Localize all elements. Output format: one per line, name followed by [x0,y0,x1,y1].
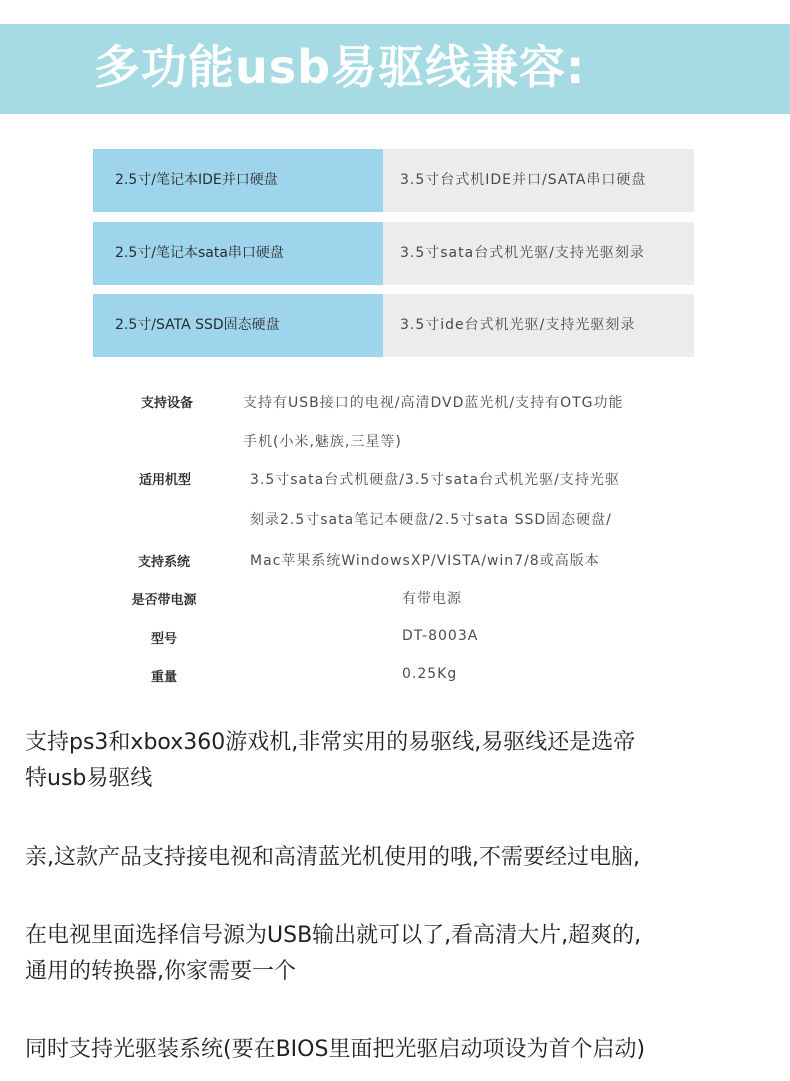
compat-cell-laptop [93,222,383,285]
compat-cell-laptop [93,294,383,357]
spec-label-model: 型号 [150,632,177,647]
compat-cell-laptop [93,149,383,212]
spec-label-weight: 重量 [150,670,177,685]
spec-value-devices: 支持有USB接口的电视/高清DVD蓝光机/支持有OTG功能 [243,395,624,411]
compat-cell-desktop [383,149,694,212]
paragraph-line: 特usb易驱线 [25,766,153,791]
compat-row [93,294,694,357]
paragraph-game-consoles [25,725,775,797]
paragraph-tv-usage [25,840,775,876]
spec-label-models: 适用机型 [138,473,191,488]
spec-label-power: 是否带电源 [131,593,197,608]
compat-desktop-label: 3.5寸台式机IDE并口/SATA串口硬盘 [400,172,647,188]
spec-label-systems: 支持系统 [137,555,190,570]
paragraph-line: 通用的转换器,你家需要一个 [25,959,296,984]
paragraph-bios-boot [25,1032,775,1068]
title-banner [0,24,790,114]
paragraph-line: 亲,这款产品支持接电视和高清蓝光机使用的哦,不需要经过电脑, [25,845,640,870]
spec-value-weight: 0.25Kg [402,666,458,682]
banner-title: 多功能usb易驱线兼容: [94,40,586,94]
spec-value-devices-cont: 手机(小米,魅族,三星等) [243,434,402,450]
compat-laptop-label: 2.5寸/笔记本IDE并口硬盘 [115,172,278,188]
compat-laptop-label: 2.5寸/笔记本sata串口硬盘 [115,245,284,261]
compat-desktop-label: 3.5寸ide台式机光驱/支持光驱刻录 [400,317,636,333]
paragraph-line: 同时支持光驱装系统(要在BIOS里面把光驱启动项设为首个启动) [25,1037,646,1062]
compat-row [93,222,694,285]
compat-cell-desktop [383,222,694,285]
spec-value-power: 有带电源 [402,591,462,607]
spec-value-models: 3.5寸sata台式机硬盘/3.5寸sata台式机光驱/支持光驱 [250,472,620,488]
compat-desktop-label: 3.5寸sata台式机光驱/支持光驱刻录 [400,245,645,261]
spec-value-models-cont: 刻录2.5寸sata笔记本硬盘/2.5寸sata SSD固态硬盘/ [250,512,612,528]
compat-cell-desktop [383,294,694,357]
spec-value-model: DT-8003A [402,628,479,644]
paragraph-line: 在电视里面选择信号源为USB输出就可以了,看高清大片,超爽的, [25,923,642,948]
paragraph-signal-source [25,918,775,990]
paragraph-line: 支持ps3和xbox360游戏机,非常实用的易驱线,易驱线还是选帝 [25,730,636,755]
compat-row [93,149,694,212]
compat-laptop-label: 2.5寸/SATA SSD固态硬盘 [115,317,280,333]
spec-value-systems: Mac苹果系统WindowsXP/VISTA/win7/8或高版本 [250,553,600,569]
spec-label-devices: 支持设备 [140,396,193,411]
